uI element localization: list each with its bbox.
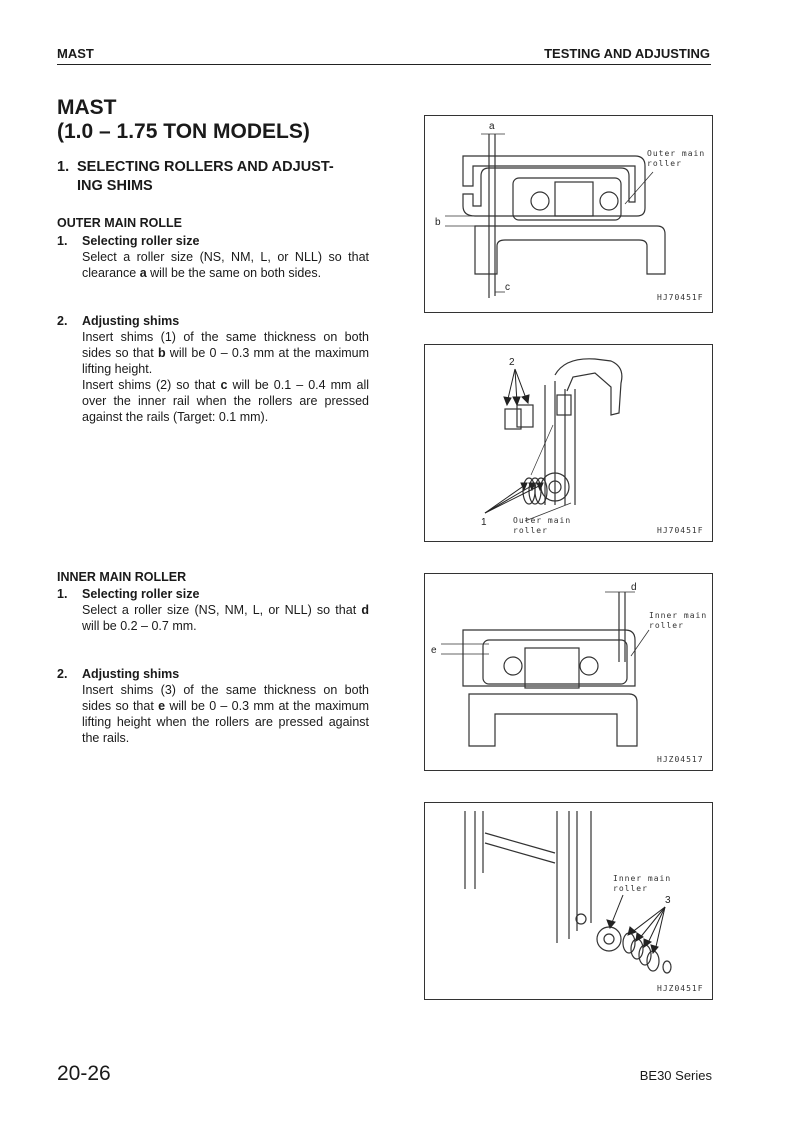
roller-label-line2: roller [613,884,648,893]
step-body: Select a roller size (NS, NM, L, or NLL) so that clearance a will be the same on both sides. [82,250,369,280]
outer-step-2 [57,313,369,425]
section-heading [57,158,377,196]
shim-2-label: 2 [509,357,515,368]
figure-code: HJZ04517 [657,755,704,764]
step-number: 2. [57,667,68,681]
roller-label-line2: roller [649,621,684,630]
step-body-2: Insert shims (2) so that c will be 0.1 – 0.4 mm all over the inner rail when the rollers are pressed against the rails (Target: 0.1 mm). [82,378,369,424]
step-title: Selecting roller size [82,587,200,601]
header-chapter-title: TESTING AND ADJUSTING [544,46,710,61]
step-number: 1. [57,587,68,601]
step-body: Insert shims (3) of the same thickness on both sides so that e will be 0 – 0.3 mm at the maximum lifting height when the rollers are pressed against the rails. [82,683,369,745]
outer-roller-heading: OUTER MAIN ROLLE [57,216,182,230]
roller-label-line2: roller [513,526,548,535]
figure-outer-roller-clearance [424,115,713,313]
step-title: Adjusting shims [82,667,180,681]
step-body: Insert shims (1) of the same thickness on both sides so that b will be 0 – 0.3 mm at the maximum lifting height. [82,330,369,376]
page-title-line2: (1.0 – 1.75 TON MODELS) [57,120,310,143]
figure-code: HJ70451F [657,293,704,302]
dimension-a-label: a [489,121,495,132]
outer-step-1 [57,233,369,281]
inner-step-2 [57,666,369,746]
step-number: 2. [57,314,68,328]
roller-label-line1: Outer main [647,149,706,158]
roller-label-line1: Outer main [513,516,572,525]
dimension-c-label: c [505,282,510,293]
page-title [57,96,310,144]
step-number: 1. [57,234,68,248]
section-number: 1. [57,159,70,175]
page-number: 20-26 [57,1062,111,1085]
shim-1-label: 1 [481,517,487,528]
figure-inner-roller-shims [424,802,713,1000]
inner-step-1 [57,586,369,634]
dimension-b-label: b [435,217,441,228]
section-title-line1: SELECTING ROLLERS AND ADJUST- [77,159,334,175]
section-title-line2: ING SHIMS [77,178,153,194]
dimension-d-label: d [631,582,637,593]
roller-label-line1: Inner main [649,611,708,620]
dimension-e-label: e [431,645,437,656]
figure-code: HJ70451F [657,526,704,535]
figure-code: HJZ0451F [657,984,704,993]
series-name: BE30 Series [639,1068,712,1083]
step-body: Select a roller size (NS, NM, L, or NLL) so that d will be 0.2 – 0.7 mm. [82,603,369,633]
figure-inner-roller-clearance [424,573,713,771]
roller-label-line1: Inner main [613,874,672,883]
step-title: Adjusting shims [82,314,180,328]
header-rule [57,64,711,65]
header-section-title: MAST [57,46,94,61]
shim-3-label: 3 [665,895,671,906]
page-title-line1: MAST [57,96,117,119]
roller-label-line2: roller [647,159,682,168]
step-title: Selecting roller size [82,234,200,248]
figure-outer-roller-shims [424,344,713,542]
inner-roller-heading: INNER MAIN ROLLER [57,570,187,584]
